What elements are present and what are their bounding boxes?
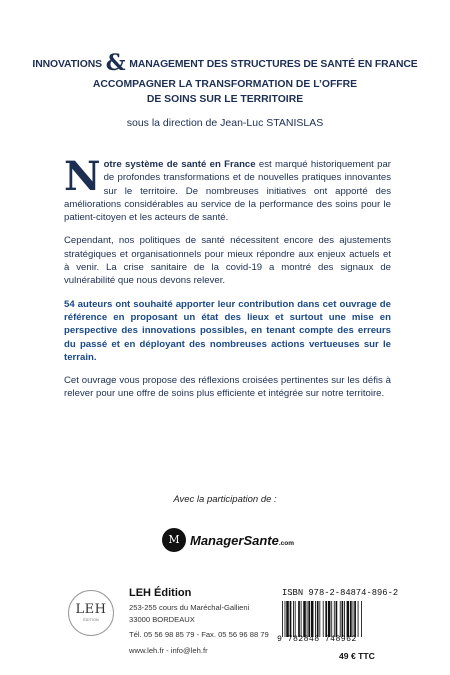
title-right: MANAGEMENT DES STRUCTURES DE SANTÉ EN FRANCE <box>129 59 418 70</box>
byline: sous la direction de Jean-Luc STANISLAS <box>126 117 324 129</box>
publisher-info <box>129 588 269 656</box>
partner-intro: Avec la participation de : <box>173 494 277 505</box>
paragraph-3: 54 auteurs ont souhaité apporter leur contribution dans cet ouvrage de référence en proposant un état des lieux et surtout une mise en perspective des innovations possibles, en tenant compte des erreurs du passé et en déployant des nombreuses actions vertueuses sur le terrain. <box>64 298 391 363</box>
book-subtitle <box>0 77 450 107</box>
isbn: ISBN 978-2-84874-896-2 <box>282 588 399 598</box>
barcode-digits: 9 782848 748962 <box>277 635 357 644</box>
publisher-address-2: 33000 BORDEAUX <box>129 614 195 624</box>
subtitle-line-2: DE SOINS SUR LE TERRITOIRE <box>146 94 304 105</box>
publisher-phone: Tél. 05 56 98 85 79 - Fax. 05 56 96 88 79 <box>129 630 269 640</box>
drop-cap: N <box>64 153 101 200</box>
partner-name-text: ManagerSante <box>190 533 279 548</box>
ampersand: & <box>105 50 126 76</box>
paragraph-2: Cependant, nos politiques de santé nécessitent encore des ajustements stratégiques et organisationnels pour mieux répondre aux enjeux actuels et à venir. La crise sanitaire de la covid-19 a montré des signaux de vulnérabilité que nous devons relever. <box>64 235 391 287</box>
barcode <box>281 601 391 637</box>
back-cover-text <box>64 153 392 411</box>
paragraph-4: Cet ouvrage vous propose des réflexions croisées pertinentes sur les défis à relever pour une offre de soins plus efficiente et intégrée sur notre territoire. <box>64 375 391 400</box>
publisher-web: www.leh.fr - info@leh.fr <box>129 645 208 655</box>
leh-logo-subtext: ÉDITION <box>83 618 99 622</box>
paragraph-1-text: est marqué historiquement par de profondes transformations et de nouvelles pratiques innovantes sur le territoire. De nombreuses initiatives ont apporté des améliorations considérables au service de la performance des soins pour le patient-citoyen et les acteurs de santé. <box>64 159 392 224</box>
managersante-logo-icon: M <box>162 528 186 552</box>
leh-logo-text: LEH <box>75 602 107 617</box>
leh-logo-icon <box>68 590 114 636</box>
publisher-address-1: 253-255 cours du Maréchal-Gallieni <box>129 603 250 613</box>
title-left: INNOVATIONS <box>32 59 102 70</box>
book-title <box>0 50 450 76</box>
publisher-name: LEH Édition <box>129 587 192 599</box>
subtitle-line-1: ACCOMPAGNER LA TRANSFORMATION DE L’OFFRE <box>92 79 358 90</box>
price: 49 € TTC <box>339 651 375 661</box>
paragraph-1 <box>64 153 392 224</box>
partner-name <box>190 533 294 548</box>
partner-domain: .com <box>278 540 295 547</box>
paragraph-1-lead: otre système de santé en France <box>103 159 256 170</box>
